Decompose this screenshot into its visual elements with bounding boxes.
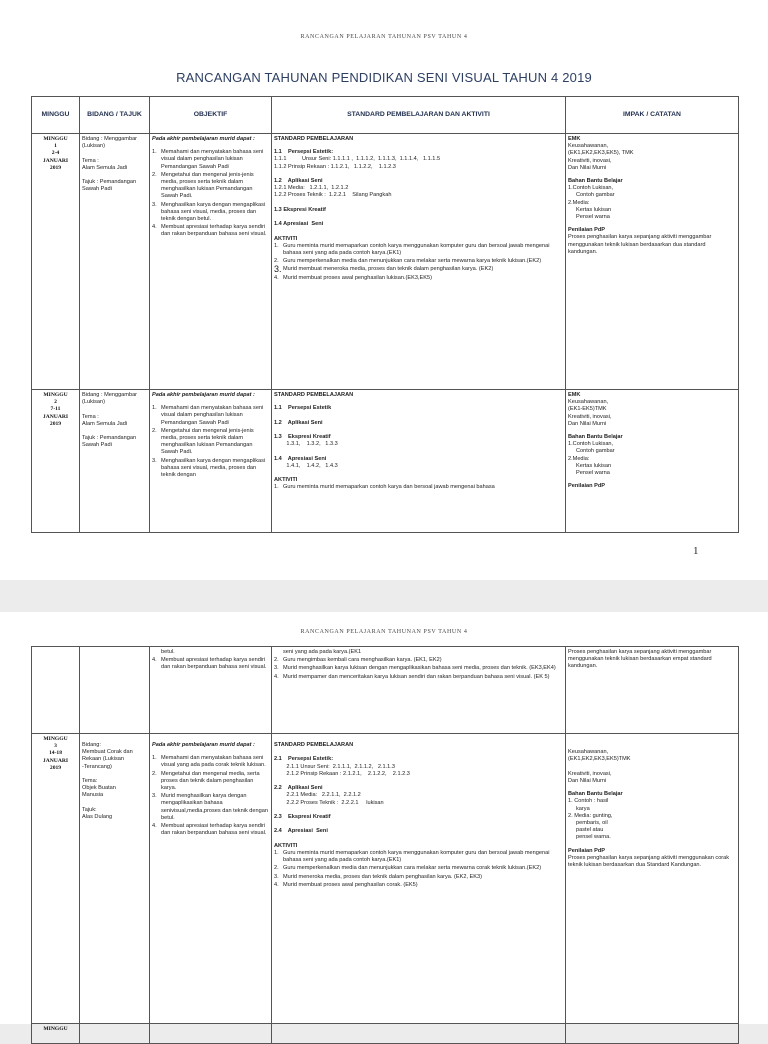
plan-table-continued [31,646,739,1044]
header-bidang: BIDANG / TAJUK [80,97,150,134]
standard-list [274,405,563,477]
cell-impak [566,134,739,390]
list-text: Membuat apresiasi terhadap karya sendiri dan rakan berpanduan bahasa seni visual. [161,823,267,837]
emk-list [568,399,736,428]
header-standard: STANDARD PEMBELAJARAN DAN AKTIVITI [272,97,566,134]
list-item [274,665,563,672]
list-text: Murid membuat proses awal penghasilan corak. (EK5) [283,881,418,888]
standard-line: 1.3 Ekspresi Kreatif [274,434,331,441]
cell-standard [272,734,566,1024]
running-header: RANCANGAN PELAJARAN TAHUNAN PSV TAHUN 4 [300,629,468,635]
standard-line: 2.2 Aplikasi Seni [274,785,323,792]
text-line: Sawah Padi [82,442,112,449]
standard-line [274,807,563,814]
list-item [274,674,563,681]
standard-line [274,821,563,828]
penilaian-list [568,855,736,869]
penilaian-heading: Penilaian PdP [568,227,605,234]
objektif-list [152,755,269,837]
text-line: Kreativiti, inovasi, [568,157,612,164]
list-item [274,865,563,872]
penilaian-heading: Penilaian PdP [568,483,605,490]
cell-minggu [32,134,80,390]
objektif-heading: Pada akhir pembelajaran murid dapat : [152,136,255,142]
text-line: 14-18 [48,750,63,757]
table-row-week1 [32,134,739,390]
list-text: Memahami dan menyatakan bahasa seni visual dalam penghasilan lukisan Pemandangan Sawah Padi [161,149,264,170]
emk-heading: EMK [568,136,581,142]
standard-line [274,200,563,207]
aktiviti-list [274,243,563,282]
list-number: 3. [152,793,157,800]
standard-line: 2.1 Persepsi Estetik: [274,756,334,763]
list-item [274,850,563,864]
text-line: Tema : [82,413,99,420]
text-line: 3 [54,743,57,750]
text-line [82,428,147,435]
standard-line: 1.1.1 Unsur Seni: 1.1.1.1 , 1.1.1.2, 1.1.1.3, 1.1.1.4, 1.1.1.5 [274,156,441,163]
list-item [152,823,269,837]
list-number: 1. [274,242,279,249]
emk-heading: EMK [568,392,581,398]
objektif-heading: Pada akhir pembelajaran murid dapat : [152,392,255,398]
list-number: 4. [152,657,157,664]
text-line: Proses penghasilan karya sepanjang aktiviti menggambar [568,234,712,241]
text-line: 2 [54,399,57,406]
cell-impak [566,647,739,734]
text-line: Proses penghasilan karya sepanjang aktiviti menggambar [568,649,712,655]
standard-line: 1.4 Apresiasi Seni [274,221,324,228]
list-text: seni yang ada pada karya.(EK1 [283,649,362,655]
text-line: Membuat Corak dan [82,749,133,756]
text-line [82,172,147,179]
text-line: pembaris, oil [576,820,608,827]
list-item [152,649,269,656]
list-item [152,793,269,822]
text-line: MINGGU [43,136,68,142]
text-line: karya [576,805,590,812]
list-text: Murid menghasilkan karya dengan mengaplikasikan bahasa senivisual,media,proses dan teknik dengan betul. [161,793,268,821]
list-text: Murid meneroka media, proses dan teknik dalam penghasilan karya. (EK2, EK3) [283,873,482,880]
aktiviti-list [274,649,563,681]
cell-impak [566,390,739,533]
list-number: 4. [274,274,279,281]
aktiviti-heading: AKTIVITI [274,842,298,849]
text-line: Contoh gambar [576,448,615,455]
list-number: 1. [152,755,157,762]
cell-standard [272,390,566,533]
text-line: Bidang : Menggambar [82,392,138,398]
emk-list [568,143,736,172]
text-line: Tema: [82,778,98,785]
list-text: Mengetahui dan mengenal jenis-jenis media, proses serta teknik dalam menghasilkan lukisan Pemandangan Sawah Padi. [161,171,254,200]
standard-line: 1.4 Apresiasi Seni [274,455,327,462]
plan-table [31,96,739,533]
cell-bidang [80,390,150,533]
list-text: Guru mengimbas kembali cara menghasilkan karya. (EK1, EK2) [283,657,442,664]
text-line: (Lukisan) [82,399,106,406]
penilaian-list [568,649,736,671]
aktiviti-heading: AKTIVITI [274,477,298,484]
standard-line: 1.2 Aplikasi Seni [274,419,323,426]
standard-line: 1.4.1, 1.4.2, 1.4.3 [274,462,338,469]
text-line: -Terancang) [82,763,112,770]
table-row-week3 [32,734,739,1024]
text-line: (EK1,EK2,EK3,EK5), TMK [568,150,634,157]
standard-line: 1.2.1 Media: 1.2.1.1, 1.2.1.2 [274,185,349,192]
standard-line [274,470,563,477]
list-item [152,405,269,427]
text-line: Bidang: [82,742,101,748]
list-number: 2. [152,171,157,178]
text-line: 2.Media: [568,455,590,462]
cell-bidang [80,647,150,734]
table-row-week4 [32,1024,739,1044]
cell-standard [272,647,566,734]
text-line: (EK1,EK2,EK3,EK5)TMK [568,756,631,763]
cell-bidang [80,734,150,1024]
cell-objektif [150,647,272,734]
list-item [274,275,563,282]
text-line: JANUARI [42,413,69,420]
standard-heading: STANDARD PEMBELAJARAN [274,392,354,398]
standard-line: 1.2 Aplikasi Seni [274,178,323,185]
text-line: Tajuk : Pemandangan [82,435,137,442]
text-line: Dan Nilai Murni [568,420,607,427]
page-number: 1 [693,545,699,557]
list-item [152,224,269,238]
text-line: Dan Nilai Murni [568,164,607,171]
header-impak: IMPAK / CATATAN [566,97,739,134]
list-text: Menghasilkan karya dengan mengaplikasi bahasa seni visual, media, proses dan teknik dengan betul. [161,201,266,223]
list-text: Mengetahui dan mengenal media, serta proses dan teknik dalam penghasilan karya. [161,770,260,792]
header-objektif: OBJEKTIF [150,97,272,134]
standard-list [274,149,563,235]
standard-list [274,749,563,843]
text-line: Pensel warna [576,470,610,477]
text-line: 2019 [49,420,62,427]
standard-heading: STANDARD PEMBELAJARAN [274,136,354,142]
standard-line: 1.1 Persepsi Estetik [274,405,332,412]
text-line: JANUARI [42,157,69,164]
bbb-list [568,185,736,221]
list-item [152,771,269,793]
list-number: 2. [152,770,157,777]
text-line [568,742,736,749]
text-line: Kertas lukisan [576,462,612,469]
list-number: 2. [274,258,279,265]
text-line: (Lukisan) [82,143,106,150]
bbb-heading: Bahan Bantu Belajar [568,791,623,798]
list-number: 1. [152,405,157,412]
cell-objektif [150,390,272,533]
text-line: JANUARI [42,757,69,764]
emk-list [568,742,736,785]
list-text: Murid mempamer dan menceritakan karya lukisan sendiri dan rakan berpanduan bahasa seni visual. (EK 5) [283,673,550,680]
cell-objektif [150,734,272,1024]
text-line: Proses penghasilan karya sepanjang aktiviti menggunakan corak teknik lukisan berdasarkan dua Standard Kandungan. [568,854,730,869]
standard-line: 2.1.1 Unsur Seni: 2.1.1.1, 2.1.1.2, 2.1.1.3 [274,763,395,770]
aktiviti-list [274,484,563,491]
list-text: Mengetahui dan mengenal jenis-jenis media, proses serta teknik dalam menghasilkan lukisan Pemandangan Sawah Padi. [161,427,254,456]
text-line: 2.Media: [568,199,590,206]
table-header-row [32,97,739,134]
text-line: 1 [54,143,57,150]
list-text: Guru meminta murid memaparkan contoh karya menggunakan komputer guru dan bersoal jawab mengenai bahasa seni yang ada pada contoh karya.(EK1) [283,242,550,257]
text-line: Bidang : Menggambar [82,136,138,142]
list-number: 4. [152,823,157,830]
list-number: 1. [274,850,279,857]
list-text: betul. [161,649,175,655]
text-line: menggunakan teknik lukisan berdasarkan dua standard kandungan. [568,241,706,255]
list-number [274,649,283,656]
list-item [274,649,563,656]
cell-objektif [150,134,272,390]
text-line [82,800,147,807]
standard-line: 1.3.1, 1.3.2, 1.3.3 [274,441,338,448]
cell-minggu: MINGGU [32,1024,80,1044]
list-item [152,657,269,671]
text-line: Keusahawanan, [568,143,609,150]
standard-line [274,749,563,756]
text-line: Tajuk : Pemandangan [82,179,137,186]
text-line: Tajuk: [82,806,97,813]
text-line: Objek Buatan [82,785,116,792]
standard-line [274,171,563,178]
penilaian-heading: Penilaian PdP [568,847,605,854]
objektif-list [152,149,269,238]
text-line: pastel atau [576,827,604,834]
standard-line [274,778,563,785]
list-number: 3. [274,873,279,880]
text-line: Alam Semula Jadi [82,420,128,427]
text-line: Keusahawanan, [568,749,609,756]
standard-line [274,412,563,419]
cell-minggu [32,647,80,734]
standard-line: 1.3 Ekspresi Kreatif [274,206,326,213]
standard-line: 2.2.2 Proses Teknik : 2.2.2.1 lukisan [274,799,384,806]
header-minggu: MINGGU [32,97,80,134]
text-line: Kertas lukisan [576,206,612,213]
text-line: Keusahawanan, [568,399,609,406]
list-text: Guru meminta murid memaparkan contoh karya menggunakan komputer guru dan bersoal jawab mengenai bahasa seni yang ada pada contoh karya.(EK1) [283,850,550,864]
list-number: 4. [274,881,279,888]
text-line: Tema : [82,157,99,164]
cell-standard [272,134,566,390]
aktiviti-list [274,850,563,889]
list-text: Memahami dan menyatakan bahasa seni visual yang ada pada corak teknik lukisan. [161,755,266,769]
text-line: MINGGU [43,736,68,742]
objektif-list [152,405,269,479]
list-number: 3. [152,457,157,464]
objektif-list [152,649,269,672]
list-number: 3. [152,201,157,208]
text-line: pensel warna. [576,834,611,841]
list-text: Murid membuat meneroka media, proses dan teknik dalam penghasilan karya. (EK2) [283,266,494,273]
list-item [274,243,563,257]
text-line [82,406,147,413]
text-line: Rekaan (Lukisan [82,756,124,763]
list-number: 4. [152,224,157,231]
text-line: 2019 [49,764,62,771]
list-text: Menghasilkan karya dengan mengaplikasi bahasa seni visual, media, proses dan teknik dengan [161,457,266,479]
text-line: 1.Contoh Lukisan, [568,441,614,448]
list-text: Murid menghasilkan karya lukisan dengan mengaplikasikan bahasa seni media, proses dan teknik. (EK3,EK4) [283,665,556,672]
text-line: Kreativiti, inovasi, [568,770,612,777]
standard-line: 1.1 Persepsi Estetik: [274,149,334,156]
standard-line: 1.1.2 Prinsip Rekaan : 1.1.2.1, 1.1.2.2, 1.1.2.3 [274,163,396,170]
standard-heading: STANDARD PEMBELAJARAN [274,742,354,748]
list-text: Membuat apresiasi terhadap karya sendiri dan rakan berpanduan bahasa seni visual. [161,224,267,238]
text-line: Contoh gambar [576,192,615,199]
list-text: Murid membuat proses awal penghasilan lukisan.(EK3,EK5) [283,274,432,281]
text-line [82,771,147,778]
list-number: 2. [274,865,279,872]
text-line: 2. Media: gunting, [568,812,613,819]
text-line: Sawah Padi [82,186,112,193]
list-item [274,258,563,265]
list-item [274,874,563,881]
list-text: Membuat apresiasi terhadap karya sendiri dan rakan berpanduan bahasa seni visual. [161,657,267,671]
list-number: 3. [274,665,279,672]
text-line: Alas Dulang [82,814,113,821]
list-text: Guru meminta murid memaparkan contoh karya dan bersoal jawab mengenai bahasa [283,484,495,491]
text-line: Kreativiti, inovasi, [568,413,612,420]
text-line: 1.Contoh Lukisan, [568,185,614,192]
text-line: Manusia [82,792,104,799]
text-line: 2019 [49,164,62,171]
list-number: 1. [274,484,279,491]
table-row-week2-continued [32,647,739,734]
text-line: MINGGU [43,392,68,398]
aktiviti-heading: AKTIVITI [274,235,298,242]
table-row-week2 [32,390,739,533]
list-number: 2. [152,427,157,434]
cell-minggu [32,734,80,1024]
list-text: Guru memperkenalkan media dan menunjukkan cara melakar serta mewarna corak teknik lukisan.(EK2) [283,865,542,872]
standard-line [274,228,563,235]
list-number [152,649,161,656]
text-line: Alam Semula Jadi [82,164,128,171]
penilaian-list [568,234,736,256]
text-line [82,150,147,157]
text-line: Pensel warna [576,214,610,221]
list-item [152,172,269,201]
bbb-list [568,441,736,477]
standard-line [274,214,563,221]
cell-minggu [32,390,80,533]
cell-impak [566,734,739,1024]
list-item [274,484,563,491]
text-line: Dan Nilai Murni [568,778,607,785]
list-item [152,458,269,480]
list-number: 4. [274,673,279,680]
list-item [152,149,269,171]
list-item [152,202,269,224]
text-line: (EK1-EK5)TMK [568,406,607,413]
text-line: 2-4 [51,150,60,157]
objektif-heading: Pada akhir pembelajaran murid dapat : [152,742,255,748]
text-line: 7-11 [50,406,61,413]
running-header: RANCANGAN PELAJARAN TAHUNAN PSV TAHUN 4 [300,34,468,40]
standard-line: 2.1.2 Prinsip Rekaan : 2.1.2.1, 2.1.2.2, 2.1.2.3 [274,770,410,777]
bbb-list [568,798,736,841]
list-item [274,266,563,273]
list-item [274,657,563,664]
standard-line [274,448,563,455]
bbb-heading: Bahan Bantu Belajar [568,434,623,441]
list-item [152,755,269,769]
bidang-list [82,742,147,821]
standard-line [274,427,563,434]
list-number: 3. [274,264,282,275]
list-number: 1. [152,149,157,156]
standard-line: 2.3 Ekspresi Kreatif [274,814,331,821]
text-line [568,764,736,771]
cell-bidang [80,134,150,390]
text-line: menggunakan teknik lukisan berdasarkan empat standard kandungan. [568,656,712,670]
standard-line [274,836,563,843]
list-text: Guru memperkenalkan media dan menunjukkan cara melakar serta mewarna karya teknik lukisan.(EK2) [283,258,542,265]
standard-line: 1.2.2 Proses Teknik : 1.2.2.1 Silang Pangkah [274,192,392,199]
standard-line: 2.2.1 Media: 2.2.1.1, 2.2.1.2 [274,792,361,799]
text-line: 1. Contoh : hasil [568,798,609,805]
list-item [152,428,269,457]
document-title: RANCANGAN TAHUNAN PENDIDIKAN SENI VISUAL TAHUN 4 2019 [176,70,592,85]
standard-line: 2.4 Apresiasi Seni [274,828,328,835]
list-number: 2. [274,657,279,664]
list-text: Memahami dan menyatakan bahasa seni visual dalam penghasilan lukisan Pemandangan Sawah Padi [161,405,264,426]
list-item [274,882,563,889]
bbb-heading: Bahan Bantu Belajar [568,178,623,185]
